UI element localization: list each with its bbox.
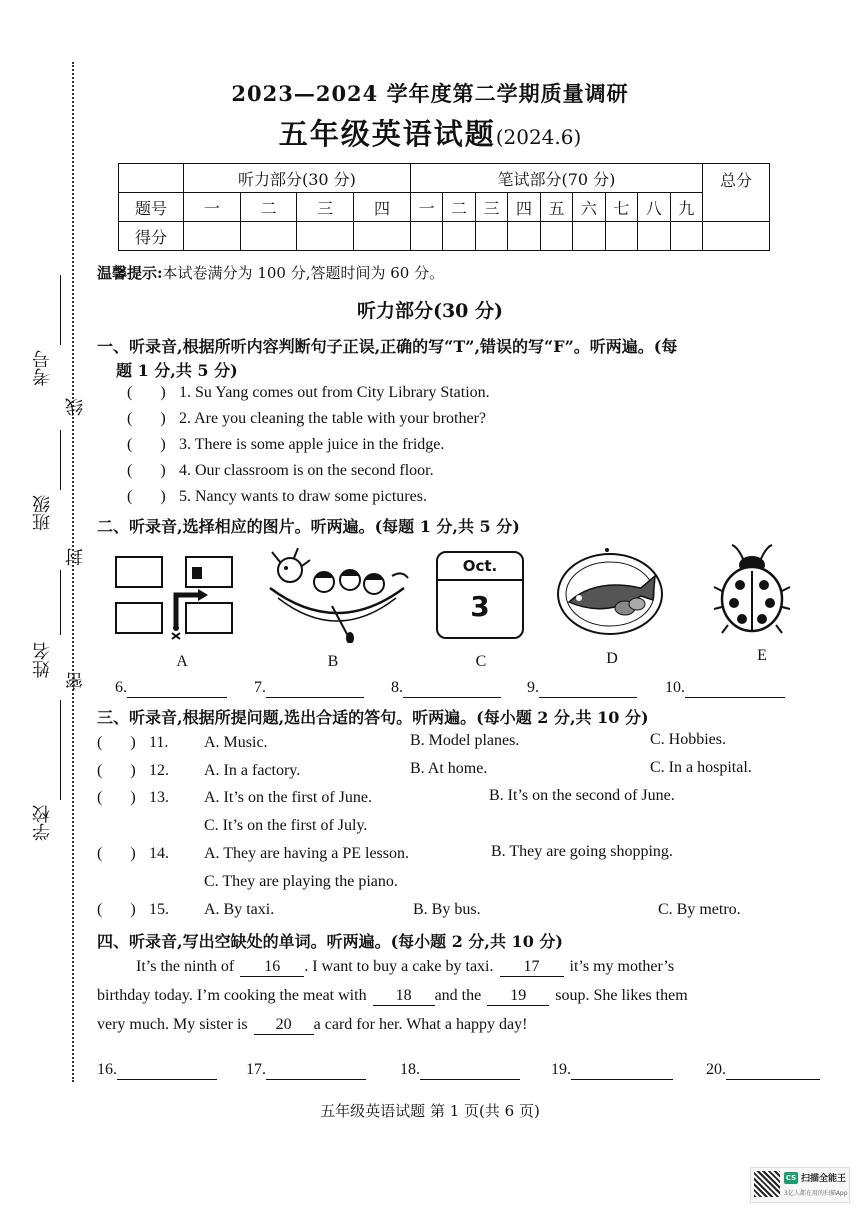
question-number: 15.	[149, 901, 169, 918]
answer-blank-16[interactable]	[97, 1061, 217, 1080]
score-cell[interactable]	[410, 222, 442, 251]
q15-option-a: A. By taxi.	[204, 901, 275, 918]
hint-label: 温馨提示:	[97, 264, 163, 282]
scanner-title: 扫描全能王	[801, 1174, 847, 1184]
margin-seal-char: 封	[65, 548, 86, 566]
blank-line[interactable]	[403, 679, 501, 698]
answer-paren[interactable]: ( )	[127, 436, 166, 453]
score-row-label: 得分	[119, 222, 184, 251]
part2-heading: 二、听录音,选择相应的图片。听两遍。(每题 1 分,共 5 分)	[97, 517, 520, 536]
blank-number: 10.	[665, 679, 685, 696]
q14-option-b: B. They are going shopping.	[491, 843, 673, 860]
passage-text: birthday today. I’m cooking the meat with	[97, 987, 367, 1004]
score-cell[interactable]	[540, 222, 572, 251]
q12-option-b: B. At home.	[410, 760, 488, 777]
q13-option-a: A. It’s on the first of June.	[204, 789, 372, 806]
question-row-label: 题号	[119, 193, 184, 222]
margin-class-field[interactable]	[60, 430, 61, 490]
blank-line[interactable]	[726, 1061, 820, 1080]
picture-label: C	[475, 653, 487, 670]
part3-heading: 三、听录音,根据所提问题,选出合适的答句。听两遍。(每小题 2 分,共 10 分)	[97, 708, 649, 727]
question-number: 一	[410, 193, 442, 222]
binding-dotted-line	[72, 62, 74, 1082]
blank-number: 9.	[527, 679, 539, 696]
answer-paren[interactable]: ( )	[127, 488, 166, 505]
q14-option-c: C. They are playing the piano.	[204, 873, 398, 890]
scanner-badge: CS	[785, 1174, 797, 1182]
margin-name-field[interactable]	[60, 570, 61, 635]
item-text: 1. Su Yang comes out from City Library Station.	[179, 384, 490, 401]
passage-text: it’s my mother’s	[569, 958, 675, 975]
blank-line[interactable]	[685, 679, 785, 698]
blank-number: 8.	[391, 679, 403, 696]
part1-item	[127, 384, 490, 402]
question-number: 11.	[149, 734, 169, 751]
question-number: 14.	[149, 845, 169, 862]
blank-17[interactable]: 17	[500, 958, 564, 977]
part1-heading: 一、听录音,根据所听内容判断句子正误,正确的写“T”,错误的写“F”。听两遍。(每	[97, 337, 678, 356]
answer-paren[interactable]: ( )	[127, 410, 166, 427]
answer-blank-17[interactable]	[246, 1061, 366, 1080]
q13-option-b: B. It’s on the second of June.	[489, 787, 675, 804]
passage-line-1	[136, 958, 674, 977]
blank-number: 20.	[706, 1061, 726, 1078]
question-number: 四	[508, 193, 540, 222]
margin-secret-char: 密	[65, 672, 86, 690]
listening-header: 听力部分(30 分)	[184, 164, 411, 193]
question-number: 四	[354, 193, 411, 222]
calendar-day: 3	[470, 590, 490, 623]
part1-item	[127, 488, 427, 506]
q14	[97, 845, 169, 863]
question-number: 八	[638, 193, 670, 222]
exam-main-title	[0, 112, 860, 153]
question-number: 二	[240, 193, 297, 222]
margin-class-label: 班级	[32, 495, 53, 531]
passage-line-2	[97, 987, 688, 1006]
blank-line[interactable]	[117, 1061, 217, 1080]
item-text: 5. Nancy wants to draw some pictures.	[179, 488, 427, 505]
q12	[97, 762, 169, 780]
question-number: 九	[670, 193, 703, 222]
exam-term-title: 2023—2024 学年度第二学期质量调研	[231, 81, 629, 106]
blank-number: 7.	[254, 679, 266, 696]
qr-code-icon	[754, 1171, 780, 1197]
margin-exam-no-label: 考号	[32, 350, 53, 386]
scanner-subtitle: 3亿人都在用的扫描App	[784, 1190, 848, 1197]
answer-paren[interactable]: ( )	[97, 762, 136, 779]
score-cell[interactable]	[240, 222, 297, 251]
q11-option-a: A. Music.	[204, 734, 268, 751]
answer-paren[interactable]: ( )	[127, 384, 166, 401]
blank-line[interactable]	[571, 1061, 673, 1080]
answer-paren[interactable]: ( )	[97, 901, 136, 918]
calendar-picture	[436, 551, 524, 639]
margin-school-label: 学校	[32, 805, 53, 841]
answer-paren[interactable]: ( )	[97, 845, 136, 862]
page-footer: 五年级英语试题 第 1 页(共 6 页)	[320, 1102, 540, 1120]
blank-number: 19.	[551, 1061, 571, 1078]
passage-text: It’s the ninth of	[136, 958, 235, 975]
q15	[97, 901, 169, 919]
total-score-cell[interactable]	[703, 222, 770, 251]
passage-text: very much. My sister is	[97, 1016, 248, 1033]
score-cell[interactable]	[184, 222, 241, 251]
score-cell[interactable]	[573, 222, 605, 251]
answer-blank-9[interactable]	[527, 679, 637, 698]
question-number: 13.	[149, 789, 169, 806]
q11-option-b: B. Model planes.	[410, 732, 520, 749]
score-cell[interactable]	[297, 222, 354, 251]
answer-blank-8[interactable]	[391, 679, 501, 698]
writing-header: 笔试部分(70 分)	[410, 164, 702, 193]
score-cell[interactable]	[443, 222, 475, 251]
q15-option-b: B. By bus.	[413, 901, 481, 918]
blank-line[interactable]	[539, 679, 637, 698]
item-text: 2. Are you cleaning the table with your brother?	[179, 410, 487, 427]
part1-item	[127, 436, 444, 454]
question-number: 三	[297, 193, 354, 222]
q14-option-a: A. They are having a PE lesson.	[204, 845, 409, 862]
passage-text: soup. She likes them	[555, 987, 688, 1004]
part4-heading: 四、听录音,写出空缺处的单词。听两遍。(每小题 2 分,共 10 分)	[97, 932, 563, 951]
part1-item	[127, 462, 434, 480]
item-text: 4. Our classroom is on the second floor.	[179, 462, 434, 479]
question-number: 五	[540, 193, 572, 222]
score-cell[interactable]	[354, 222, 411, 251]
blank-18[interactable]: 18	[373, 987, 435, 1006]
picture-label: D	[606, 650, 618, 667]
listening-section-title: 听力部分(30 分)	[356, 300, 504, 322]
blank-16[interactable]: 16	[240, 958, 304, 977]
item-text: 3. There is some apple juice in the fridge.	[179, 436, 445, 453]
answer-blank-6[interactable]	[115, 679, 227, 698]
score-cell[interactable]	[508, 222, 540, 251]
q13	[97, 789, 169, 807]
blank-20[interactable]: 20	[254, 1016, 314, 1035]
blank-number: 17.	[246, 1061, 266, 1078]
margin-line-char: 线	[65, 398, 86, 416]
answer-blank-18[interactable]	[400, 1061, 520, 1080]
picture-label: B	[327, 653, 339, 670]
q15-option-c: C. By metro.	[658, 901, 741, 918]
passage-line-3	[97, 1016, 527, 1035]
q11-option-c: C. Hobbies.	[650, 731, 726, 748]
dragon-boat-picture	[262, 548, 412, 643]
score-cell[interactable]	[605, 222, 637, 251]
passage-text: . I want to buy a cake by taxi.	[304, 958, 494, 975]
passage-text: and the	[434, 987, 482, 1004]
picture-label: E	[757, 647, 767, 664]
q13-option-c: C. It’s on the first of July.	[204, 817, 368, 834]
score-table	[118, 163, 770, 251]
score-cell[interactable]	[475, 222, 507, 251]
blank-line[interactable]	[127, 679, 227, 698]
question-number: 12.	[149, 762, 169, 779]
blank-number: 16.	[97, 1061, 117, 1078]
answer-paren[interactable]: ( )	[97, 789, 136, 806]
question-number: 一	[184, 193, 241, 222]
answer-blank-19[interactable]	[551, 1061, 673, 1080]
q11	[97, 734, 168, 752]
scanner-stamp	[750, 1167, 850, 1203]
score-cell[interactable]	[670, 222, 703, 251]
exam-hint	[97, 262, 444, 283]
answer-blank-10[interactable]	[665, 679, 785, 698]
blank-number: 6.	[115, 679, 127, 696]
part1-heading-cont: 题 1 分,共 5 分)	[116, 361, 238, 380]
answer-paren[interactable]: ( )	[127, 462, 166, 479]
q12-option-c: C. In a hospital.	[650, 759, 752, 776]
score-table-corner	[119, 164, 184, 193]
calendar-month: Oct.	[438, 553, 522, 581]
map-picture	[112, 553, 238, 643]
part1-item	[127, 410, 486, 428]
question-number: 二	[443, 193, 475, 222]
margin-name-label: 姓名	[32, 642, 53, 678]
blank-number: 18.	[400, 1061, 420, 1078]
picture-label: A	[176, 653, 188, 670]
answer-blank-7[interactable]	[254, 679, 364, 698]
exam-title-text: 五年级英语试题	[278, 117, 496, 151]
answer-paren[interactable]: ( )	[97, 734, 136, 751]
margin-school-field[interactable]	[60, 700, 61, 800]
q12-option-a: A. In a factory.	[204, 762, 301, 779]
passage-text: a card for her. What a happy day!	[313, 1016, 528, 1033]
total-header: 总分	[703, 164, 770, 222]
hint-text: 本试卷满分为 100 分,答题时间为 60 分。	[162, 264, 445, 282]
blank-line[interactable]	[420, 1061, 520, 1080]
score-cell[interactable]	[638, 222, 670, 251]
question-number: 七	[605, 193, 637, 222]
question-number: 三	[475, 193, 507, 222]
ladybug-picture	[712, 541, 792, 641]
blank-line[interactable]	[266, 679, 364, 698]
blank-19[interactable]: 19	[487, 987, 549, 1006]
question-number: 六	[573, 193, 605, 222]
exam-date: (2024.6)	[495, 125, 582, 149]
answer-blank-20[interactable]	[706, 1061, 820, 1080]
blank-line[interactable]	[266, 1061, 366, 1080]
fish-dish-picture	[555, 542, 665, 638]
